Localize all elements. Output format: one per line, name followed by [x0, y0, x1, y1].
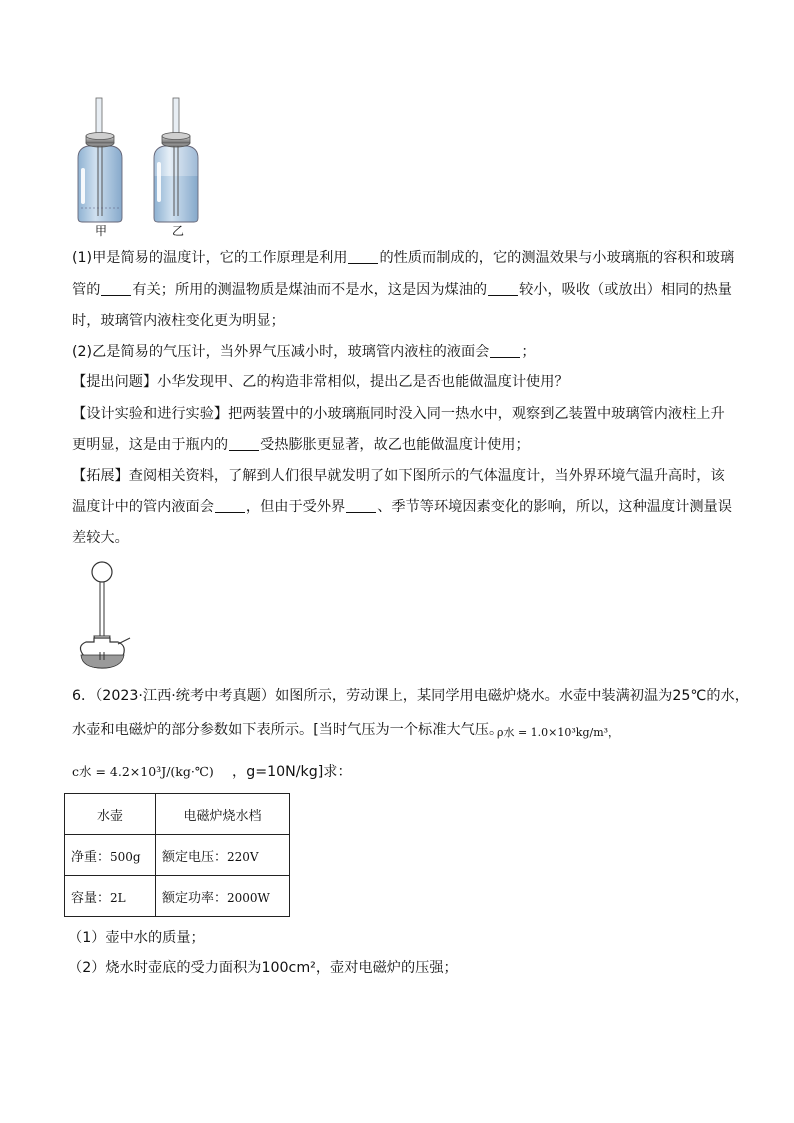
table-header-cell: 电磁炉烧水档 — [156, 794, 290, 835]
q5-line10: 差较大。 — [72, 530, 129, 546]
bottle-yi — [154, 98, 198, 222]
label-jia: 甲 — [95, 224, 108, 238]
q6-sub2: （2）烧水时壶底的受力面积为100cm²，壶对电磁炉的压强； — [68, 960, 458, 976]
table-row — [65, 876, 290, 917]
answer-blank[interactable] — [348, 249, 378, 264]
parameters-table — [64, 793, 290, 917]
answer-blank[interactable] — [101, 281, 131, 296]
q6-line3-rest: ，g=10N/kg]求： — [232, 764, 352, 780]
q5-line4: (2)乙是简易的气压计，当外界气压减小时，玻璃管内液柱的液面会 ； — [72, 344, 536, 360]
q5-line5: 【提出问题】小华发现甲、乙的构造非常相似，提出乙是否也能做温度计使用？ — [72, 374, 569, 390]
specific-heat-formula: c水 = 4.2×10³J/(kg·℃) — [72, 764, 214, 779]
table-cell: 净重：500g — [65, 835, 156, 876]
gas-thermometer-figure — [74, 560, 136, 672]
q5-line9: 温度计中的管内液面会 ，但由于受外界 、季节等环境因素变化的影响，所以，这种温度计测量误 — [72, 499, 732, 515]
bottle-jia — [78, 98, 122, 222]
q5-line8: 【拓展】查阅相关资料，了解到人们很早就发明了如下图所示的气体温度计，当外界环境气温升高时，该 — [72, 468, 725, 484]
q6-sub1: （1）壶中水的质量； — [68, 930, 205, 946]
q6-line1: 6．（2023·江西·统考中考真题）如图所示，劳动课上，某同学用电磁炉烧水。水壶中装满初温为25℃的水， — [72, 688, 749, 704]
q5-line2: 管的 有关；所用的测温物质是煤油而不是水，这是因为煤油的 较小，吸收（或放出）相同的热量 — [72, 282, 732, 298]
bottles-figure — [72, 96, 212, 238]
table-header-cell: 水壶 — [65, 794, 156, 835]
q5-line6: 【设计实验和进行实验】把两装置中的小玻璃瓶同时没入同一热水中，观察到乙装置中玻璃管内液柱上升 — [72, 406, 725, 422]
table-cell: 容量：2L — [65, 876, 156, 917]
q6-line2: 水壶和电磁炉的部分参数如下表所示。[当时气压为一个标准大气压。 — [72, 722, 504, 738]
answer-blank[interactable] — [229, 436, 259, 451]
q5-line3: 时，玻璃管内液柱变化更为明显； — [72, 313, 285, 329]
table-row — [65, 835, 290, 876]
q5-line1: (1)甲是简易的温度计，它的工作原理是利用 的性质而制成的，它的测温效果与小玻璃瓶的容积和玻璃 — [72, 250, 735, 266]
answer-blank[interactable] — [488, 281, 518, 296]
label-yi: 乙 — [172, 224, 185, 238]
q5-line7: 更明显，这是由于瓶内的 受热膨胀更显著，故乙也能做温度计使用； — [72, 437, 530, 453]
answer-blank[interactable] — [346, 498, 376, 513]
table-header-row — [65, 794, 290, 835]
table-cell: 额定电压：220V — [156, 835, 290, 876]
answer-blank[interactable] — [490, 343, 520, 358]
density-formula: ρ水 = 1.0×10³kg/m³， — [497, 726, 620, 739]
table-cell: 额定功率：2000W — [156, 876, 290, 917]
answer-blank[interactable] — [215, 498, 245, 513]
